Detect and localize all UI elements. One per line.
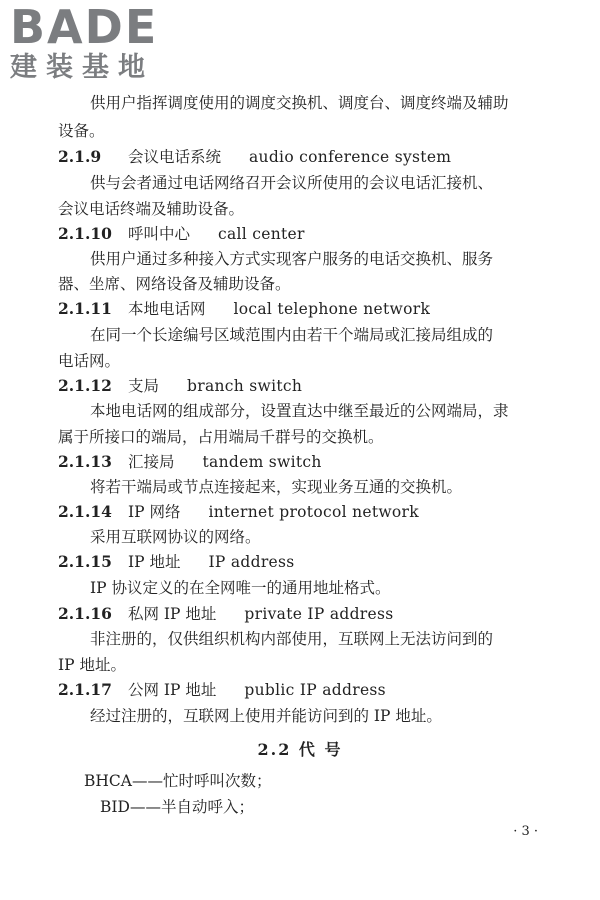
term-chinese: 支局 — [128, 377, 160, 395]
abbreviation-item: BHCA——忙时呼叫次数； — [84, 772, 272, 790]
term-entry — [58, 604, 394, 624]
body-text-line: 供与会者通过电话网络召开会议所使用的会议电话汇接机、 — [90, 174, 494, 192]
body-text-line: 供用户指挥调度使用的调度交换机、调度台、调度终端及辅助 — [90, 94, 509, 112]
term-english: internet protocol network — [208, 503, 419, 521]
term-chinese: 公网 IP 地址 — [128, 681, 217, 699]
term-chinese: 汇接局 — [128, 453, 175, 471]
term-number: 2.1.16 — [58, 604, 112, 623]
term-chinese: 会议电话系统 — [128, 148, 222, 166]
term-english: local telephone network — [233, 300, 431, 318]
term-english: audio conference system — [249, 148, 452, 166]
term-number: 2.1.9 — [58, 147, 102, 166]
term-entry — [58, 680, 386, 700]
logo-brand: BADE — [10, 0, 159, 54]
term-english: private IP address — [244, 605, 394, 623]
section-heading: 2.2 代 号 — [257, 740, 343, 759]
term-number: 2.1.13 — [58, 452, 112, 471]
term-number: 2.1.14 — [58, 502, 112, 521]
term-chinese: 私网 IP 地址 — [128, 605, 217, 623]
body-text-line: 属于所接口的端局，占用端局千群号的交换机。 — [58, 428, 384, 446]
term-entry — [58, 452, 322, 472]
term-chinese: IP 地址 — [128, 553, 181, 571]
term-number: 2.1.15 — [58, 552, 112, 571]
body-text-line: 在同一个长途编号区域范围内由若干个端局或汇接局组成的 — [90, 326, 494, 344]
term-chinese: 呼叫中心 — [128, 225, 191, 243]
term-chinese: 本地电话网 — [128, 300, 206, 318]
term-entry — [58, 502, 419, 522]
term-number: 2.1.11 — [58, 299, 112, 318]
term-entry — [58, 552, 295, 572]
body-text-line: 供用户通过多种接入方式实现客户服务的电话交换机、服务 — [90, 250, 494, 268]
body-text-line: 本地电话网的组成部分，设置直达中继至最近的公网端局，隶 — [90, 402, 509, 420]
body-text-line: 电话网。 — [58, 352, 121, 370]
term-number: 2.1.12 — [58, 376, 112, 395]
body-text-line: IP 地址。 — [58, 656, 126, 674]
abbreviation-item: BID——半自动呼入； — [100, 798, 254, 816]
body-text-line: 非注册的，仅供组织机构内部使用，互联网上无法访问到的 — [90, 630, 494, 648]
term-english: branch switch — [187, 377, 303, 395]
body-text-line: 经过注册的，互联网上使用并能访问到的 IP 地址。 — [90, 707, 442, 725]
body-text-line: 采用互联网协议的网络。 — [90, 528, 261, 546]
term-entry — [58, 376, 302, 396]
body-text-line: 设备。 — [58, 122, 105, 140]
page-number: · 3 · — [513, 824, 538, 839]
term-number: 2.1.10 — [58, 224, 112, 243]
body-text-line: IP 协议定义的在全网唯一的通用地址格式。 — [90, 579, 391, 597]
term-chinese: IP 网络 — [128, 503, 181, 521]
term-number: 2.1.17 — [58, 680, 112, 699]
body-text-line: 将若干端局或节点连接起来，实现业务互通的交换机。 — [90, 478, 463, 496]
term-english: call center — [218, 225, 305, 243]
term-english: tandem switch — [202, 453, 322, 471]
logo-subtitle: 建装基地 — [10, 52, 154, 83]
body-text-line: 器、坐席、网络设备及辅助设备。 — [58, 275, 291, 293]
body-text-line: 会议电话终端及辅助设备。 — [58, 200, 245, 218]
term-entry — [58, 224, 305, 244]
term-english: IP address — [208, 553, 295, 571]
term-entry — [58, 299, 430, 319]
term-entry — [58, 147, 451, 167]
term-english: public IP address — [244, 681, 386, 699]
